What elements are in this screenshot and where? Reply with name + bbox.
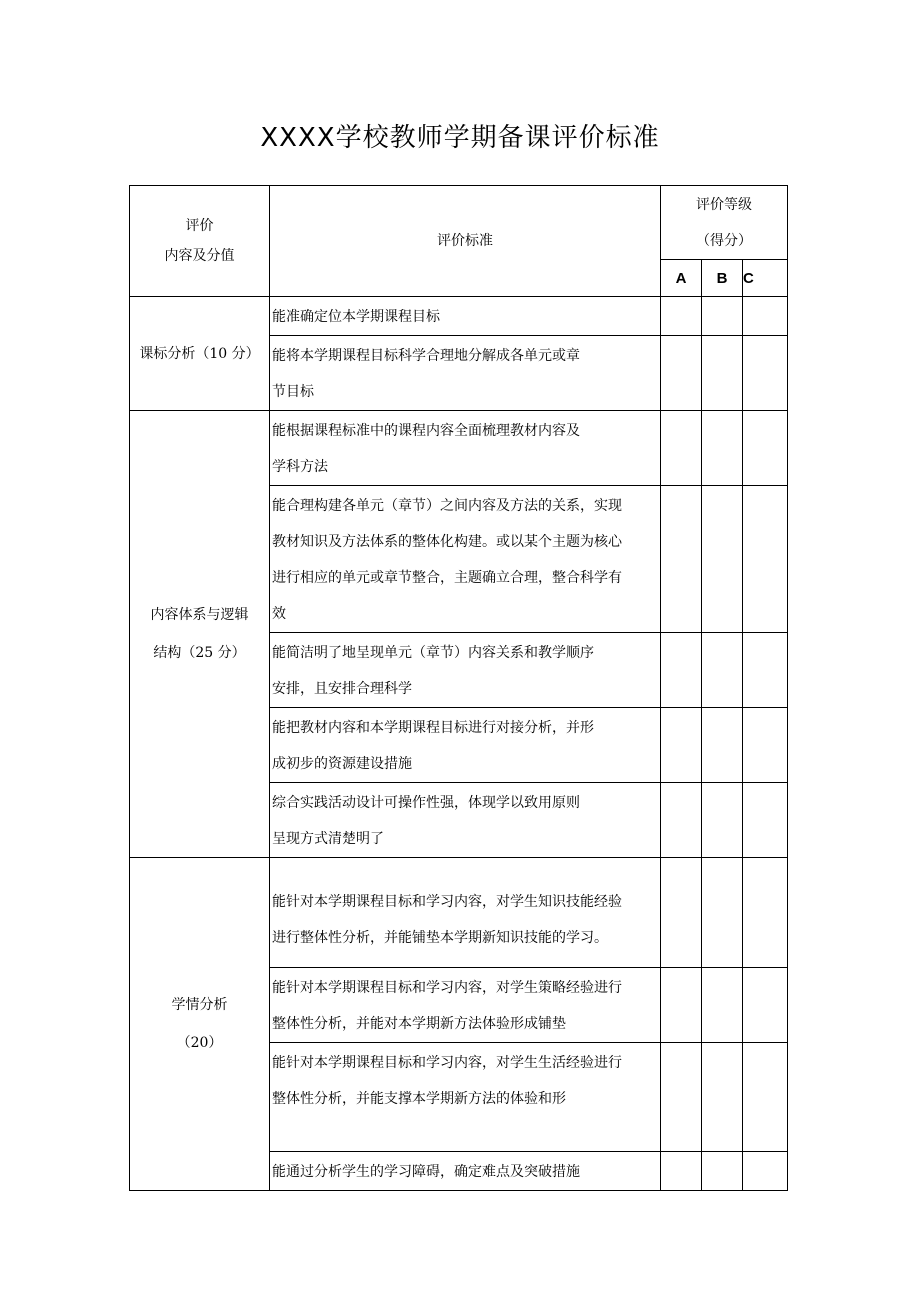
criterion-text: 能针对本学期课程目标和学习内容，对学生知识技能经验 进行整体性分析，并能铺垫本学期新知识技能的学习。	[272, 894, 622, 946]
criterion-text: 综合实践活动设计可操作性强，体现学以致用原则 呈现方式清楚明了	[272, 795, 580, 847]
criterion-item	[270, 633, 661, 708]
criterion-item	[270, 708, 661, 783]
score-cell-c[interactable]	[743, 968, 788, 1043]
criterion-text: 能通过分析学生的学习障碍，确定难点及突破措施	[272, 1164, 580, 1180]
criterion-text: 能针对本学期课程目标和学习内容，对学生策略经验进行 整体性分析，并能对本学期新方法体验形成铺垫	[272, 980, 622, 1032]
header-criteria: 评价标准	[270, 186, 661, 297]
score-cell-a[interactable]	[661, 1152, 702, 1191]
criterion-text: 能简洁明了地呈现单元（章节）内容关系和教学顺序 安排，且安排合理科学	[272, 645, 594, 697]
score-cell-c[interactable]	[743, 783, 788, 858]
grade-b-label: B	[702, 260, 743, 297]
score-cell-a[interactable]	[661, 1043, 702, 1152]
score-cell-c[interactable]	[743, 633, 788, 708]
criterion-text: 能针对本学期课程目标和学习内容，对学生生活经验进行 整体性分析，并能支撑本学期新方法的体验和形	[272, 1055, 622, 1107]
score-cell-c[interactable]	[743, 1152, 788, 1191]
score-cell-b[interactable]	[702, 486, 743, 633]
score-cell-b[interactable]	[702, 336, 743, 411]
score-cell-b[interactable]	[702, 1152, 743, 1191]
criterion-text: 能将本学期课程目标科学合理地分解成各单元或章 节目标	[272, 348, 580, 400]
score-cell-a[interactable]	[661, 633, 702, 708]
score-cell-c[interactable]	[743, 1043, 788, 1152]
score-cell-a[interactable]	[661, 411, 702, 486]
header-grade: 评价等级 （得分）	[661, 186, 788, 260]
score-cell-c[interactable]	[743, 297, 788, 336]
criterion-item	[270, 783, 661, 858]
score-cell-b[interactable]	[702, 297, 743, 336]
score-cell-c[interactable]	[743, 486, 788, 633]
score-cell-b[interactable]	[702, 708, 743, 783]
criterion-item	[270, 1152, 661, 1191]
criterion-text: 能把教材内容和本学期课程目标进行对接分析，并形 成初步的资源建设措施	[272, 720, 594, 772]
score-cell-c[interactable]	[743, 708, 788, 783]
criterion-item	[270, 411, 661, 486]
grade-c-label: C	[743, 260, 788, 297]
score-cell-b[interactable]	[702, 858, 743, 968]
criterion-text: 能根据课程标准中的课程内容全面梳理教材内容及 学科方法	[272, 423, 580, 475]
score-cell-a[interactable]	[661, 858, 702, 968]
score-cell-a[interactable]	[661, 297, 702, 336]
score-cell-a[interactable]	[661, 486, 702, 633]
score-cell-a[interactable]	[661, 336, 702, 411]
criterion-text: 能合理构建各单元（章节）之间内容及方法的关系，实现 教材知识及方法体系的整体化构建。或以某个主题为核心 进行相应的单元或章节整合，主题确立合理，整合科学有 效	[272, 498, 622, 622]
criterion-text: 能准确定位本学期课程目标	[272, 309, 440, 325]
header-content-score: 评价 内容及分值	[130, 186, 270, 297]
criterion-item	[270, 297, 661, 336]
criterion-item	[270, 1043, 661, 1152]
score-cell-b[interactable]	[702, 1043, 743, 1152]
evaluation-table	[129, 185, 788, 1191]
score-cell-a[interactable]	[661, 783, 702, 858]
score-cell-a[interactable]	[661, 968, 702, 1043]
criterion-item	[270, 968, 661, 1043]
criterion-item	[270, 486, 661, 633]
score-cell-a[interactable]	[661, 708, 702, 783]
criterion-item	[270, 858, 661, 968]
category-learner-analysis: 学情分析 （20）	[130, 858, 270, 1191]
score-cell-b[interactable]	[702, 633, 743, 708]
score-cell-b[interactable]	[702, 411, 743, 486]
score-cell-c[interactable]	[743, 336, 788, 411]
category-content-structure: 内容体系与逻辑 结构（25 分）	[130, 411, 270, 858]
grade-a-label: A	[661, 260, 702, 297]
score-cell-c[interactable]	[743, 411, 788, 486]
score-cell-b[interactable]	[702, 968, 743, 1043]
score-cell-b[interactable]	[702, 783, 743, 858]
criterion-item	[270, 336, 661, 411]
category-curriculum-analysis: 课标分析（10 分）	[130, 297, 270, 411]
score-cell-c[interactable]	[743, 858, 788, 968]
page-title: XXXX学校教师学期备课评价标准	[260, 123, 660, 153]
